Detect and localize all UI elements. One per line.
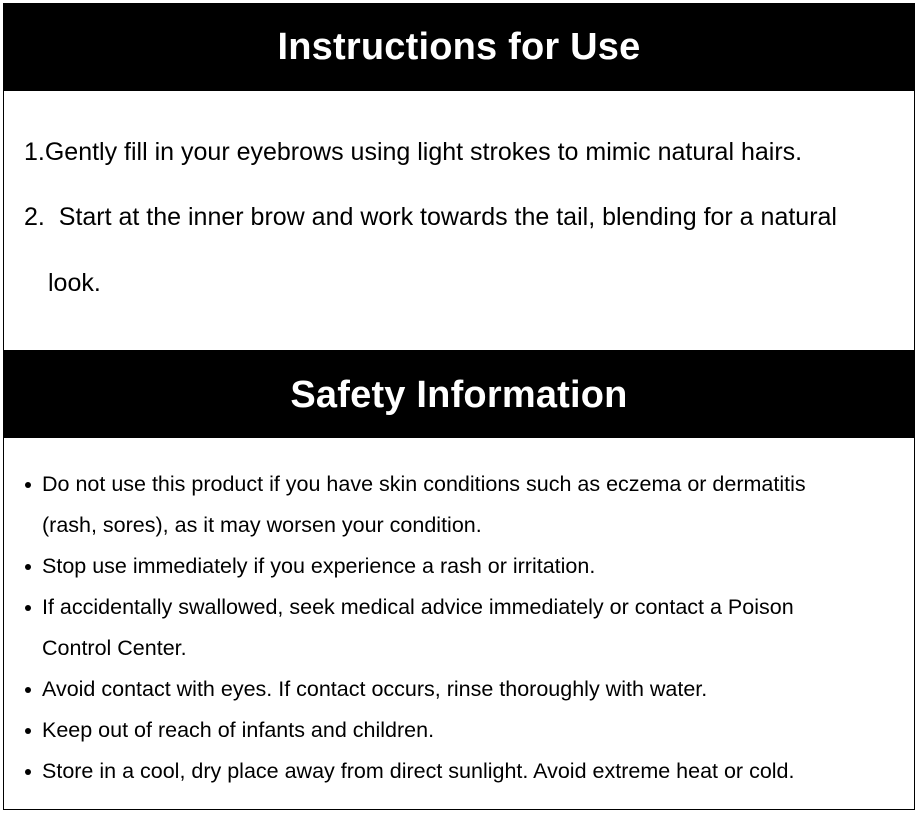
- bullet-icon: [25, 687, 31, 693]
- safety-item-3-line-1: If accidentally swallowed, seek medical advice immediately or contact a Poison: [42, 595, 794, 619]
- safety-item-2: Stop use immediately if you experience a rash or irritation.: [42, 554, 596, 578]
- safety-item-3-line-2: Control Center.: [42, 636, 187, 660]
- safety-item-5: Keep out of reach of infants and children.: [42, 718, 435, 742]
- step-2-number: 2.: [24, 203, 45, 231]
- step-2-continuation: look.: [48, 269, 101, 297]
- step-1: [24, 136, 802, 169]
- instructions-heading-text: Instructions for Use: [277, 25, 641, 68]
- bullet-icon: [25, 605, 31, 611]
- safety-heading-text: Safety Information: [290, 373, 628, 416]
- safety-item-1-line-2: (rash, sores), as it may worsen your condition.: [42, 513, 482, 537]
- safety-item-6: Store in a cool, dry place away from direct sunlight. Avoid extreme heat or cold.: [42, 759, 795, 783]
- bullet-icon: [25, 769, 31, 775]
- safety-item-1-line-1: Do not use this product if you have skin conditions such as eczema or dermatitis: [42, 472, 806, 496]
- step-2-text: Start at the inner brow and work towards the tail, blending for a natural: [58, 203, 837, 231]
- instructions-heading: [3, 3, 915, 91]
- step-1-text: Gently fill in your eyebrows using light strokes to mimic natural hairs.: [44, 138, 803, 166]
- bullet-icon: [25, 482, 31, 488]
- bullet-icon: [25, 564, 31, 570]
- safety-item-4: Avoid contact with eyes. If contact occurs, rinse thoroughly with water.: [42, 677, 708, 701]
- safety-heading: [3, 352, 915, 438]
- step-2: [24, 201, 837, 234]
- bullet-icon: [25, 728, 31, 734]
- step-1-number: 1.: [24, 138, 45, 166]
